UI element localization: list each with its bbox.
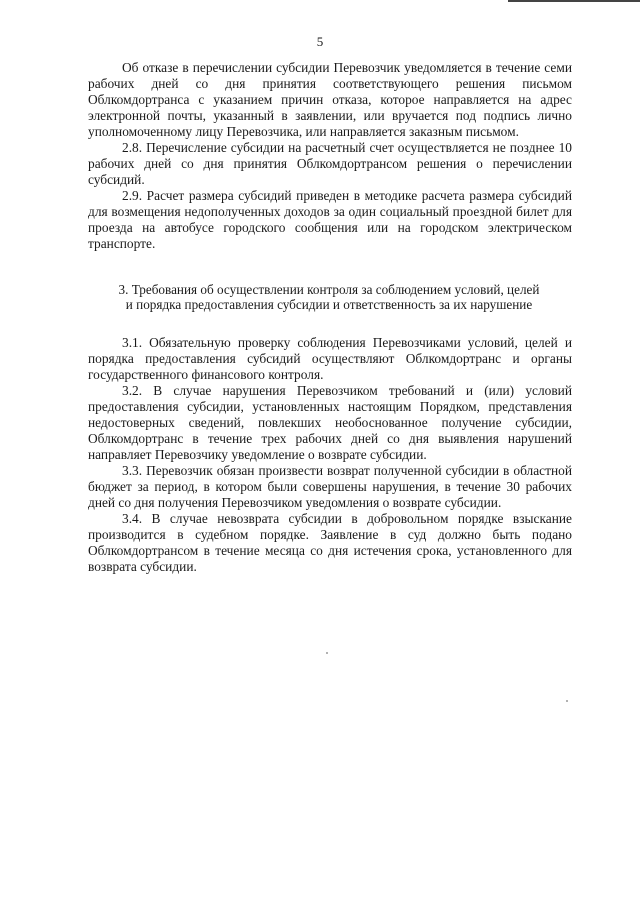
- section-3-heading-line1: 3. Требования об осуществлении контроля за соблюдением условий, целей: [118, 282, 540, 297]
- paragraph-3-3: 3.3. Перевозчик обязан произвести возврат полученной субсидии в областной бюджет за период, в котором были совершены нарушения, в течение 30 рабочих дней со дня получения Перевозчиком уведомления о возврате субсидии.: [88, 463, 572, 510]
- section-3-heading-line2: и порядка предоставления субсидии и ответственность за их нарушение: [125, 297, 533, 312]
- paragraph-3-1: 3.1. Обязательную проверку соблюдения Перевозчиками условий, целей и порядка предоставления субсидий осуществляют Облкомдортранс и органы государственного финансового контроля.: [88, 335, 572, 382]
- scan-edge-line: [508, 0, 640, 2]
- scan-speck: [566, 700, 568, 702]
- paragraph-2-8: 2.8. Перечисление субсидии на расчетный счет осуществляется не позднее 10 рабочих дней со дня принятия Облкомдортрансом решения о перечислении субсидий.: [88, 140, 572, 187]
- paragraph-2-9: 2.9. Расчет размера субсидий приведен в методике расчета размера субсидий для возмещения недополученных доходов за один социальный проездной билет для проезда на автобусе городского сообщения или на городском электрическом транспорте.: [88, 188, 572, 251]
- section-3-heading: [86, 282, 572, 312]
- scan-speck: [326, 652, 328, 654]
- page-number: 5: [316, 34, 324, 49]
- paragraph-3-4: 3.4. В случае невозврата субсидии в добровольном порядке взыскание производится в судебном порядке. Заявление в суд должно быть подано Облкомдортрансом в течение месяца со дня истечения срока, установленного для возврата субсидии.: [88, 511, 572, 574]
- paragraph-refusal-notice: Об отказе в перечислении субсидии Перевозчик уведомляется в течение семи рабочих дней со дня принятия соответствующего решения письмом Облкомдортранса с указанием причин отказа, которое направляется на адрес электронной почты, указанный в заявлении, или вручается под подпись лично уполномоченному лицу Перевозчика, или направляется заказным письмом.: [88, 60, 572, 139]
- paragraph-3-2: 3.2. В случае нарушения Перевозчиком требований и (или) условий предоставления субсидии, установленных настоящим Порядком, представления недостоверных сведений, повлекших необоснованное получение субсидии, Облкомдортранс в течение трех рабочих дней со дня выявления нарушений направляет Перевозчику уведомление о возврате субсидии.: [88, 383, 572, 462]
- document-body: [88, 60, 572, 575]
